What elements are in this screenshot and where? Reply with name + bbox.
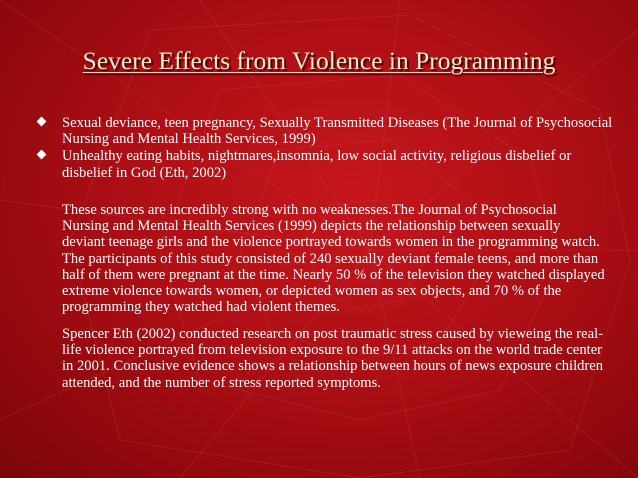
bullet-list bbox=[36, 115, 616, 182]
slide-title: Severe Effects from Violence in Programming bbox=[82, 46, 556, 75]
bullet-item bbox=[36, 148, 616, 180]
paragraph-eth-study: Spencer Eth (2002) conducted research on post traumatic stress caused by vieweing the real-life violence portrayed from television exposure to the 9/11 attacks on the world trade center in 2001. Conclusive evidence shows a relationship between hours of news exposure children attended, and the number of stress reported symptoms. bbox=[62, 326, 604, 391]
diamond-bullet-icon bbox=[37, 150, 47, 160]
paragraph-sources: These sources are incredibly strong with no weaknesses.The Journal of Psychosocial Nursing and Mental Health Services (1999) depicts the relationship between sexually deviant teenage girls and the violence portrayed towards women in the programming watch. The participants of this study consisted of 240 sexually deviant female teens, and more than half of them were pregnant at the time. Nearly 50 % of the television they watched displayed extreme violence towards women, or depicted women as sex objects, and 70 % of the programming they watched had violent themes. bbox=[62, 202, 605, 316]
bullet-text: Sexual deviance, teen pregnancy, Sexually Transmitted Diseases (The Journal of Psychosocial Nursing and Mental Health Services, 1999) bbox=[62, 115, 613, 148]
bullet-item bbox=[36, 115, 616, 147]
diamond-bullet-icon bbox=[37, 117, 47, 127]
bullet-text: Unhealthy eating habits, nightmares,insomnia, low social activity, religious disbelief or disbelief in God (Eth, 2002) bbox=[62, 148, 572, 181]
